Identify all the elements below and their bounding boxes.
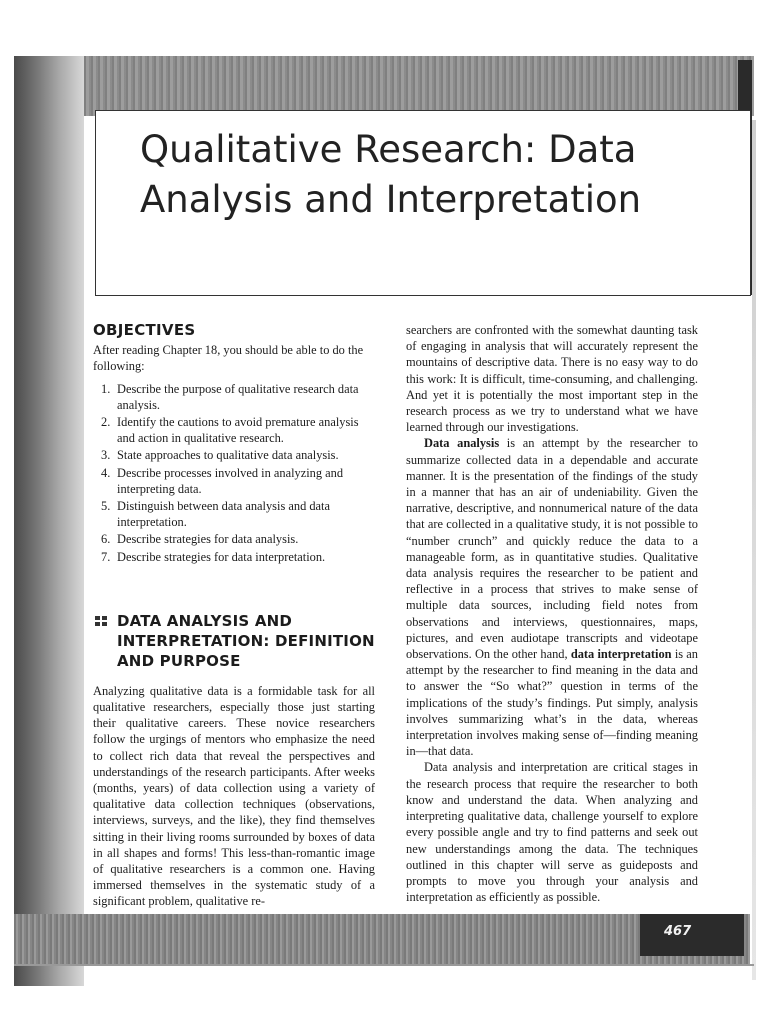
objective-text: Describe strategies for data analysis. (117, 532, 299, 547)
objective-number: 3. (101, 448, 111, 463)
chapter-title (140, 125, 730, 225)
section-heading-line-3: AND PURPOSE (117, 651, 241, 670)
body-paragraph-2 (406, 435, 698, 759)
objectives-intro: After reading Chapter 18, you should be able to do the following: (93, 343, 364, 374)
objective-text: Describe the purpose of qualitative research data analysis. (117, 381, 359, 412)
page-number: 467 (664, 924, 692, 939)
body-paragraph-2-text-b: is an attempt by the researcher to find meaning in the data and to answer the “So what?” question in terms of the implications of the study’s findings. Put simply, analysis involves summarizing what’s in the data, whereas interpretation involves making sense of—finding meaning in—that data. (406, 647, 699, 759)
scan-right-edge (752, 120, 756, 980)
section-heading-line-1: DATA ANALYSIS AND (117, 611, 293, 630)
chapter-title-line-1: Qualitative Research: Data (140, 128, 637, 171)
scan-left-shadow (14, 56, 84, 986)
body-paragraph-1: searchers are confronted with the somewhat daunting task of engaging in analysis that will accurately represent the mountains of descriptive data. There is no easy way to do this work: It is difficult, time-consuming, and challenging. And yet it is potentially the most important step in the research process as we try to understand what we have learned through our investigations. (406, 323, 698, 435)
page-number-box (640, 914, 744, 956)
objectives-list (93, 381, 375, 565)
left-column (93, 322, 375, 910)
objective-number: 6. (101, 532, 111, 547)
term-data-interpretation: data interpretation (570, 647, 672, 662)
section-paragraph: Analyzing qualitative data is a formidable task for all qualitative researchers, especially those just starting their qualitative careers. These novice researchers follow the urgings of mentors who emphasize the need to collect rich data that reveal the perspectives and understandings of the research participants. After weeks (months, years) of data collection using a variety of qualitative data collection techniques (observations, interviews, surveys, and the like), they find themselves sitting in their living rooms surrounded by boxes of data in all shapes and forms! This less-than-romantic image of qualitative researchers is a common one. Having immersed themselves in the systematic study of a significant problem, qualitative re- (93, 683, 375, 909)
objective-text: Describe processes involved in analyzing and interpreting data. (117, 465, 344, 496)
objective-text: Describe strategies for data interpretation. (117, 549, 326, 564)
chapter-title-line-2: Analysis and Interpretation (140, 178, 642, 221)
objective-text: Identify the cautions to avoid premature analysis and action in qualitative research. (117, 415, 359, 446)
objective-number: 2. (101, 415, 111, 430)
term-data-analysis: Data analysis (424, 436, 500, 451)
objective-number: 4. (101, 465, 111, 480)
objective-item (93, 465, 375, 497)
objective-item (93, 447, 375, 463)
objective-item (93, 414, 375, 446)
scan-top-band (14, 56, 754, 116)
objective-item (93, 381, 375, 413)
objective-item (93, 531, 375, 547)
chapter-title-box (95, 110, 751, 296)
scan-bottom-line (14, 964, 754, 966)
section-heading-line-2: INTERPRETATION: DEFINITION (117, 631, 375, 650)
objectives-heading: OBJECTIVES (93, 321, 196, 339)
objective-text: State approaches to qualitative data analysis. (117, 448, 339, 463)
objective-text: Distinguish between data analysis and data interpretation. (117, 499, 330, 530)
body-paragraph-3: Data analysis and interpretation are critical stages in the research process that require the researcher to both know and understand the data. When analyzing and interpreting qualitative data, challenge yourself to explore every possible angle and try to find patterns and seek out new understandings among the data. The techniques outlined in this chapter will serve as guideposts and prompts to move you through your analysis and interpretation as efficiently as possible. (406, 760, 698, 905)
objective-number: 7. (101, 549, 111, 564)
section-heading (93, 611, 375, 671)
body-paragraph-2-text-a: is an attempt by the researcher to summarize collected data in a dependable and accurate manner. It is the presentation of the findings of the study in a manner that has an air of undeniability. Given the narrative, descriptive, and nonnumerical nature of the data that are collected in a qualitative study, it is not possible to “number crunch” and quickly reduce the data to a manageable form, as in quantitative studies. Qualitative data analysis requires the researcher to be patient and reflective in a process that strives to make sense of multiple data sources, including field notes from observations and interviews, questionnaires, maps, pictures, and even audiotape transcripts and videotape observations. On the other hand, (406, 436, 698, 662)
right-column (406, 322, 698, 905)
objective-item (93, 498, 375, 530)
objective-number: 1. (101, 381, 111, 396)
objective-item (93, 549, 375, 565)
objective-number: 5. (101, 499, 111, 514)
section-bullet-icon (95, 616, 107, 626)
